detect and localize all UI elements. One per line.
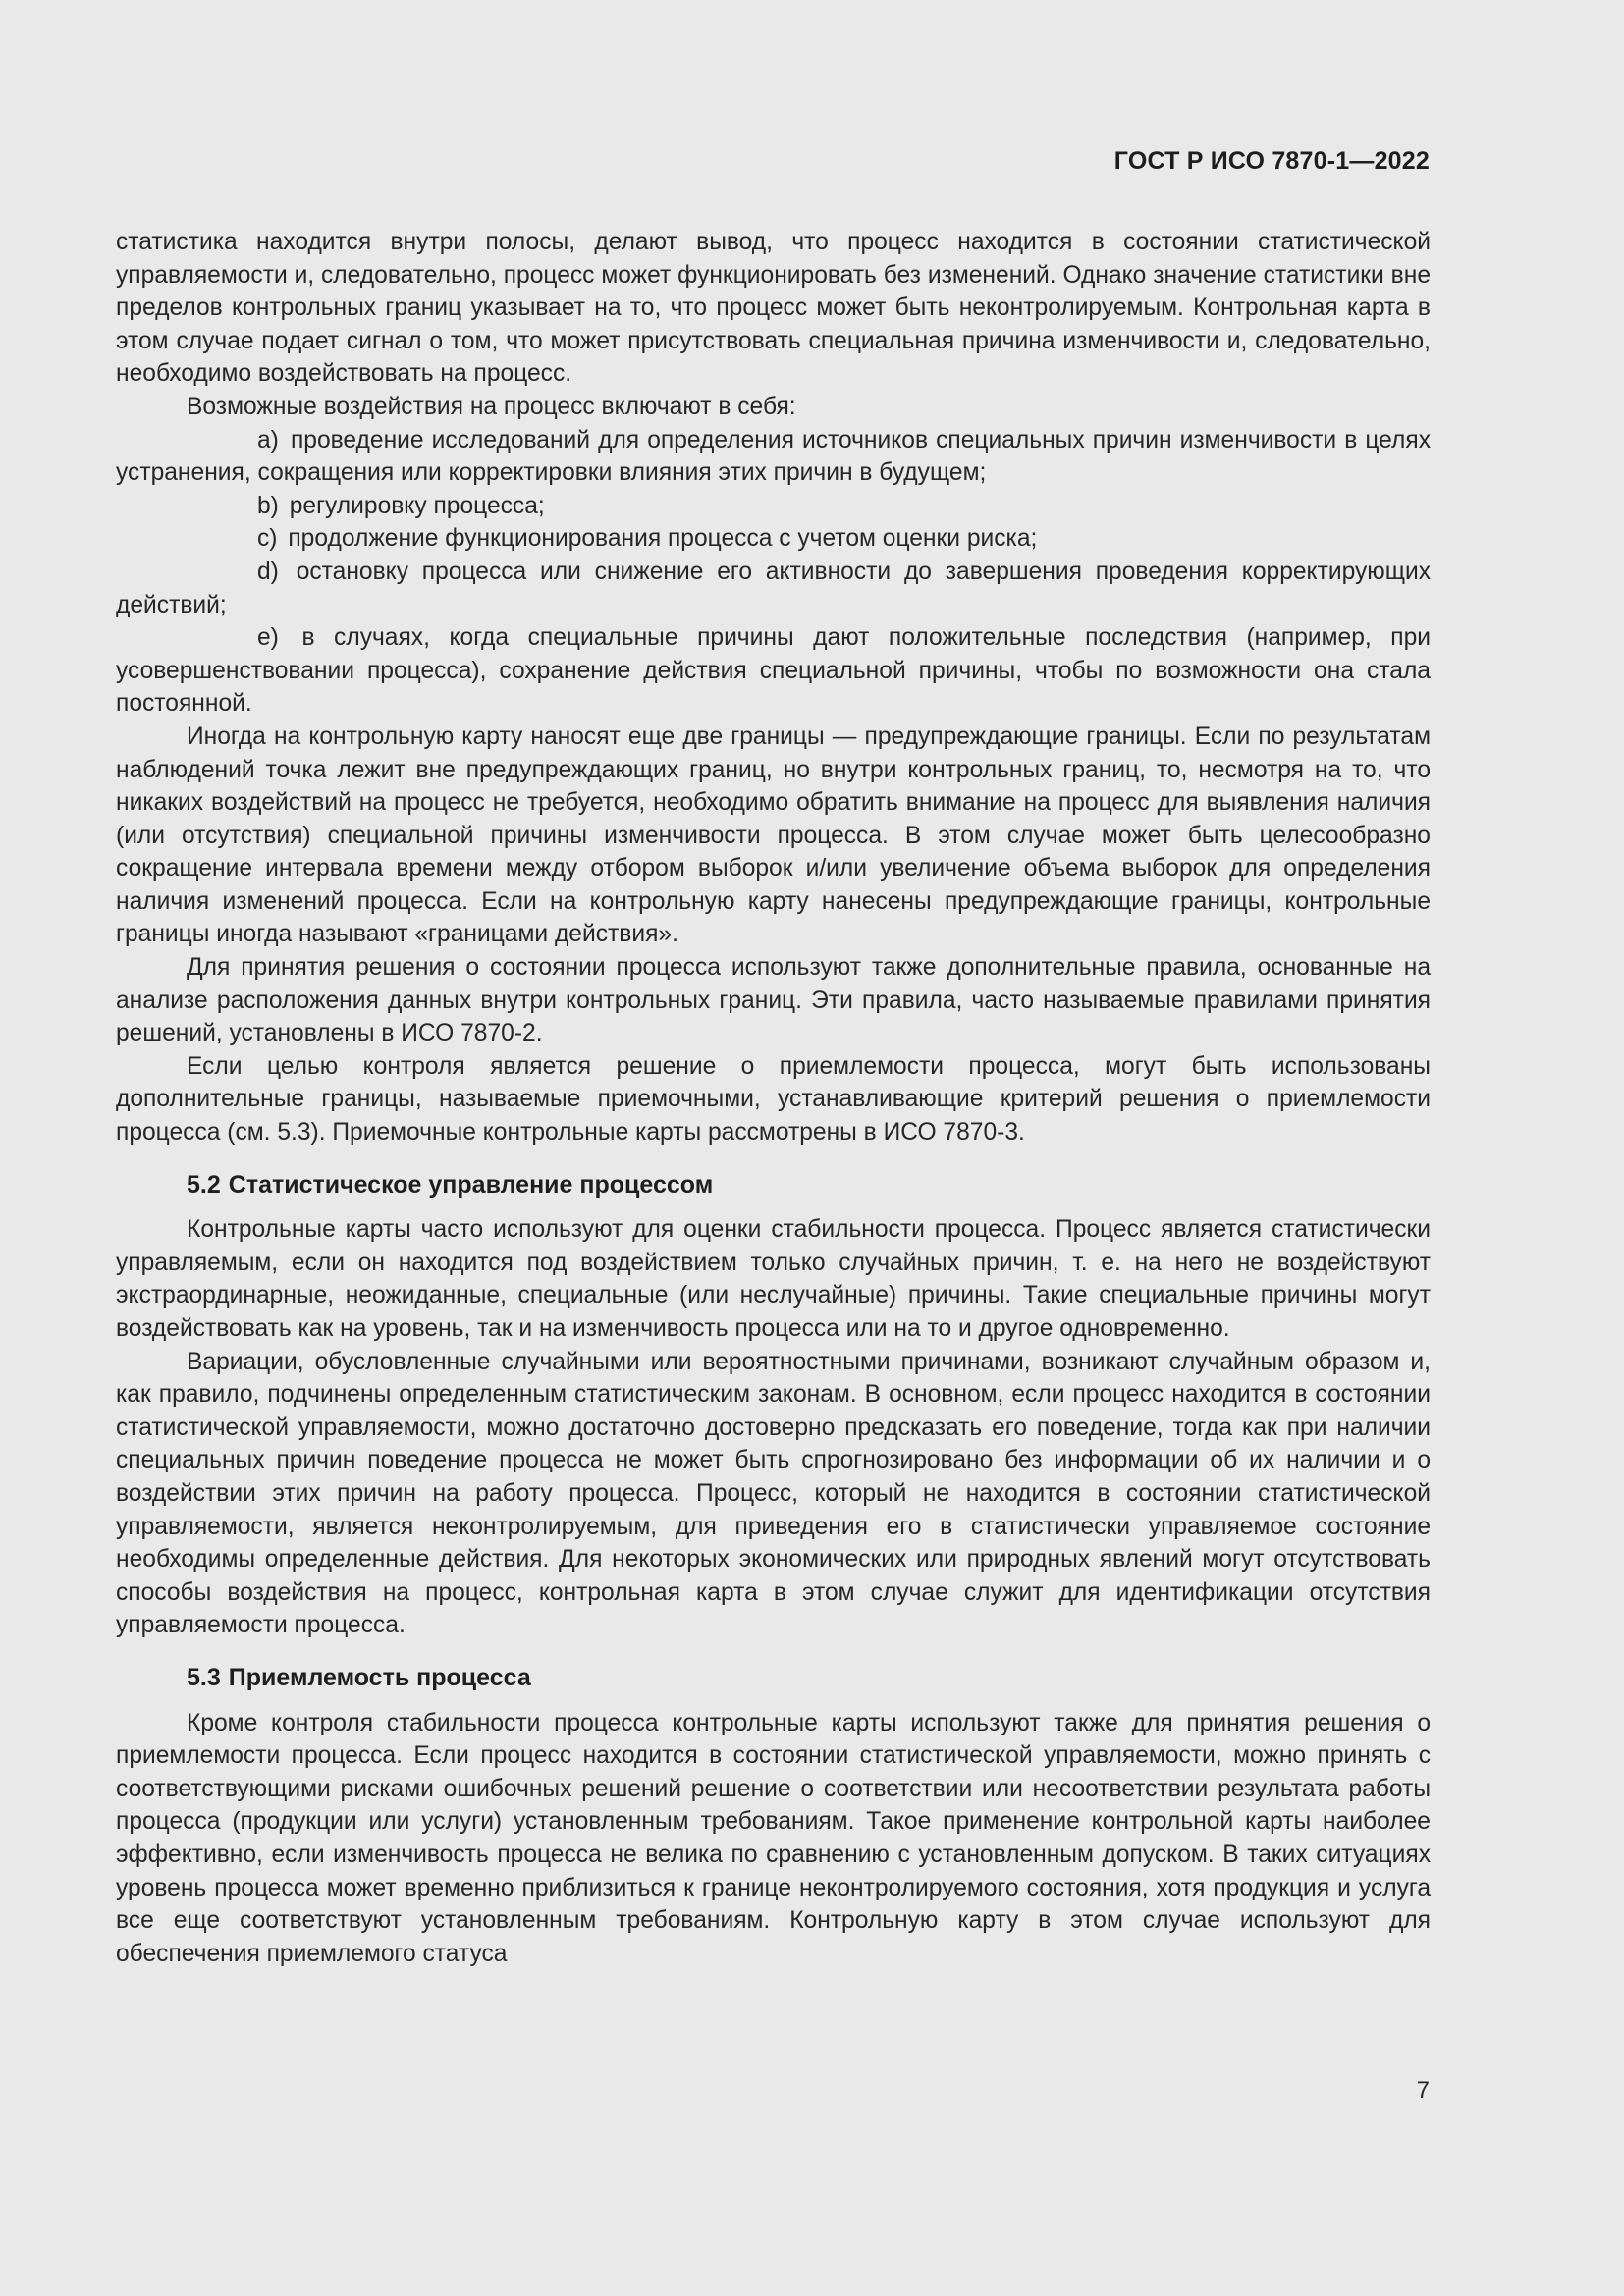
list-item-text: в случаях, когда специальные причины дают положительные последствия (например, при усовершенствовании процесса), сохранение действия специальной причины, чтобы по возможности она стала постоянной. — [116, 624, 1431, 718]
section-heading-5-3 — [116, 1662, 1431, 1695]
paragraph-acceptance-limits: Если целью контроля является решение о приемлемости процесса, могут быть использованы дополнительные границы, называемые приемочными, устанавливающие критерий решения о приемлемости процесса (см. 5.3). Приемочные контрольные карты рассмотрены в ИСО 7870-3. — [116, 1052, 1431, 1147]
section-number: 5.2 — [187, 1170, 221, 1199]
paragraph-5-3-1: Кроме контроля стабильности процесса контрольные карты используют также для принятия решения о приемлемости процесса. Если процесс находится в состоянии статистической управляемости, можно принять с соответствующими рисками ошибочных решений решение о соответствии или несоответствии результата работы процесса (продукции или услуги) установленным требованиям. Такое применение контрольной карты наиболее эффективно, если изменчивость процесса не велика по сравнению с установленным допуском. В таких ситуациях уровень процесса может временно приблизиться к границе неконтролируемого состояния, хотя продукция и услуга все еще соответствуют установленным требованиям. Контрольную карту в этом случае используют для обеспечения приемлемого статуса — [116, 1709, 1431, 1967]
document-code-header: ГОСТ Р ИСО 7870-1—2022 — [1113, 147, 1430, 175]
list-item-b — [116, 490, 1431, 523]
paragraph-5-2-2: Вариации, обусловленные случайными или вероятностными причинами, возникают случайным образом и, как правило, подчинены определенным статистическим законам. В основном, если процесс находится в состоянии статистической управляемости, можно достаточно достоверно предсказать его поведение, тогда как при наличии специальных причин поведение процесса не может быть спрогнозировано без информации об их наличии и о воздействии этих причин на работу процесса. Процесс, который не находится в состоянии статистической управляемости, является неконтролируемым, для приведения его в статистически управляемое состояние необходимы определенные действия. Для некоторых экономических или природных явлений могут отсутствовать способы воздействия на процесс, контрольная карта в этом случае служит для идентификации отсутствия управляемости процесса. — [116, 1348, 1431, 1639]
paragraph-warning-limits: Иногда на контрольную карту наносят еще две границы — предупреждающие границы. Если по результатам наблюдений точка лежит вне предупреждающих границ, но внутри контрольных границ, то, несмотря на то, что никаких воздействий на процесс не требуется, необходимо обратить внимание на процесс для выявления наличия (или отсутствия) специальной причины изменчивости процесса. В этом случае может быть целесообразно сокращение интервала времени между отбором выборок и/или увеличение объема выборок для определения наличия изменений процесса. Если на контрольную карту нанесены предупреждающие границы, контрольные границы иногда называют «границами действия». — [116, 722, 1431, 948]
section-title: Статистическое управление процессом — [228, 1170, 714, 1199]
paragraph-decision-rules: Для принятия решения о состоянии процесса используют также дополнительные правила, основанные на анализе расположения данных внутри контрольных границ. Эти правила, часто называемые правилами принятия решений, установлены в ИСО 7870-2. — [116, 954, 1431, 1047]
list-marker: e) — [257, 624, 279, 652]
paragraph-5-2-1: Контрольные карты часто используют для оценки стабильности процесса. Процесс является статистически управляемым, если он находится под воздействием только случайных причин, т. е. на него не воздействуют экстраординарные, неожиданные, специальные (или неслучайные) причины. Такие специальные причины могут воздействовать как на уровень, так и на изменчивость процесса или на то и другое одновременно. — [116, 1216, 1431, 1342]
list-item-text: продолжение функционирования процесса с учетом оценки риска; — [288, 525, 1038, 553]
list-item-text: проведение исследований для определения источников специальных причин изменчивости в целях устранения, сокращения или корректировки влияния этих причин в будущем; — [116, 426, 1431, 487]
list-item-c — [116, 522, 1431, 556]
list-item-text: остановку процесса или снижение его активности до завершения проведения корректирующих действий; — [116, 558, 1431, 618]
list-item-d — [116, 556, 1431, 621]
list-marker: a) — [257, 426, 279, 454]
list-item-e — [116, 621, 1431, 721]
paragraph-actions-intro: Возможные воздействия на процесс включают в себя: — [187, 393, 796, 420]
section-number: 5.3 — [187, 1663, 221, 1691]
list-marker: d) — [257, 558, 279, 585]
list-marker: c) — [257, 525, 278, 553]
paragraph-continued: статистика находится внутри полосы, делают вывод, что процесс находится в состоянии статистической управляемости и, следовательно, процесс может функционировать без изменений. Однако значение статистики вне пределов контрольных границ указывает на то, что процесс может быть неконтролируемым. Контрольная карта в этом случае подает сигнал о том, что может присутствовать специальная причина изменчивости и, следовательно, необходимо воздействовать на процесс. — [116, 229, 1431, 388]
list-marker: b) — [257, 492, 279, 519]
section-heading-5-2 — [116, 1169, 1431, 1202]
list-item-a — [116, 424, 1431, 490]
page-content — [116, 226, 1431, 1970]
section-title: Приемлемость процесса — [228, 1663, 531, 1691]
list-item-text: регулировку процесса; — [289, 492, 545, 519]
page-number: 7 — [1416, 2077, 1430, 2104]
